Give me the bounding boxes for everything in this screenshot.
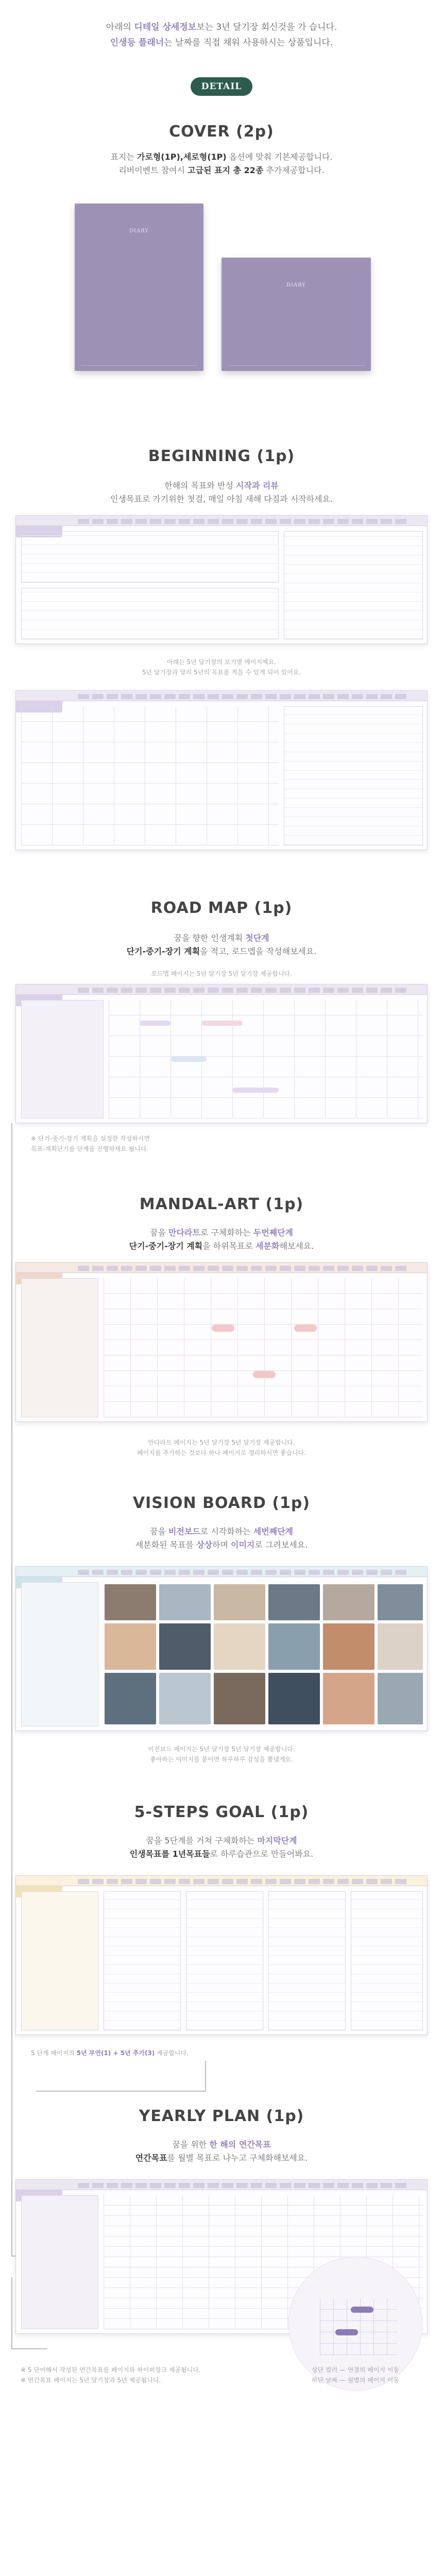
- vision-sheet: [15, 1566, 428, 1731]
- yearly-footnote: ※ 5 단어해서 작성된 연간목표를 페이지와 하이퍼링크 제공됩니다. ※ 연간목표 페이지는 5년 달기장과 5년 제공됩니다.: [21, 2366, 201, 2384]
- roadmap-title: ROAD MAP (1p): [150, 899, 293, 917]
- detail-badge: DETAIL: [191, 77, 252, 96]
- fivesteps-desc: 꿈을 5단계를 거쳐 구체화하는 마지막단계 인생목표를 1년목표들로 하루습관으로 만들어봐요.: [129, 1836, 314, 1859]
- cover-portrait-book: [75, 204, 203, 371]
- cover-landscape-book: [222, 258, 371, 371]
- fivesteps-side-note: 5 단계 페이지의 5년 부연(1) + 5년 추가(3) 제공합니다.: [31, 2049, 189, 2057]
- yearly-title: YEARLY PLAN (1p): [139, 2107, 304, 2125]
- roadmap-sheet: [15, 984, 428, 1123]
- roadmap-note: 로드맵 페이지는 5년 달기장 5년 달기장 제공합니다.: [151, 970, 292, 977]
- intro-line-1: 아래의 디테일 상세정보보는 3년 달기장 회신것을 가 습니다.: [106, 22, 337, 32]
- beginning-sheet: [15, 515, 428, 644]
- yearly-legend: 상단 컬러 — 연결의 페이지 이동 하단 날짜 — 월별의 페이지 이동: [311, 2366, 400, 2384]
- fivesteps-title: 5-STEPS GOAL (1p): [134, 1803, 309, 1821]
- book-label: DIARY: [129, 228, 149, 234]
- mandal-sheet: [15, 1262, 428, 1422]
- roadmap-side-note: ※ 단기-중기-장기 계획을 설정한 작성하시면 목표-계획단기를 단계를 진행하세요 됩니다.: [31, 1135, 150, 1153]
- intro-text: [0, 20, 443, 50]
- book-label: DIARY: [286, 282, 306, 288]
- vision-desc: 꿈을 비전보드로 시각화하는 세번째단계 세분화된 목표를 상상하며 이미지로 그려보세요.: [135, 1527, 308, 1550]
- mandal-title: MANDAL-ART (1p): [139, 1195, 304, 1213]
- cover-title: COVER (2p): [169, 123, 274, 141]
- cover-desc: 표지는 가로형(1P),세로형(1P) 옵션에 맞춰 기본제공합니다. 리버이벤트 참여시 고급된 표지 총 22종 추가제공합니다.: [110, 152, 333, 175]
- yearly-desc: 꿈을 위한 한 해의 연간목표 연간목표를 월별 목표로 나누고 구체화해보세요.: [135, 2140, 308, 2163]
- beginning-5year-sheet: [15, 690, 428, 850]
- fivesteps-sheet: [15, 1875, 428, 2035]
- vision-note: 비전보드 페이지는 5년 달기장 5년 달기장 제공합니다. 좋아하는 이미지를 붙이면 하루하루 감성을 뽐낼게요.: [148, 1745, 295, 1763]
- beginning-note: 아래는 5년 달기장의 보기별 메이지예요. 5년 달기장과 달리 5년의 목표를 적을 수 있게 되어 있어요.: [142, 658, 301, 676]
- intro-line-2: 인생등 플래너는 날짜를 직접 채워 사용하시는 상품입니다.: [110, 38, 333, 48]
- beginning-desc: 한해의 목표와 반성 시작과 리뷰 인생목표로 가기위한 첫걸, 매일 아침 새해 다짐과 시작하세요.: [110, 481, 333, 504]
- vision-title: VISION BOARD (1p): [132, 1494, 311, 1512]
- beginning-title: BEGINNING (1p): [148, 447, 295, 465]
- mandal-note: 만다라트 페이지는 5년 달기장 5년 달기장 제공합니다. 페이지를 추가하는 것보다 하나 페이지로 정리하시면 좋습니다.: [137, 1439, 306, 1456]
- mandal-desc: 꿈을 만다라트로 구체화하는 두번째단계 단기-중기-장기 계획을 하위목표로 세분화해보세요.: [129, 1228, 314, 1251]
- roadmap-desc: 꿈을 향한 인생계획 첫단계 단기-중기-장기 계획을 적고, 로드맵을 작성해보세요.: [126, 933, 317, 956]
